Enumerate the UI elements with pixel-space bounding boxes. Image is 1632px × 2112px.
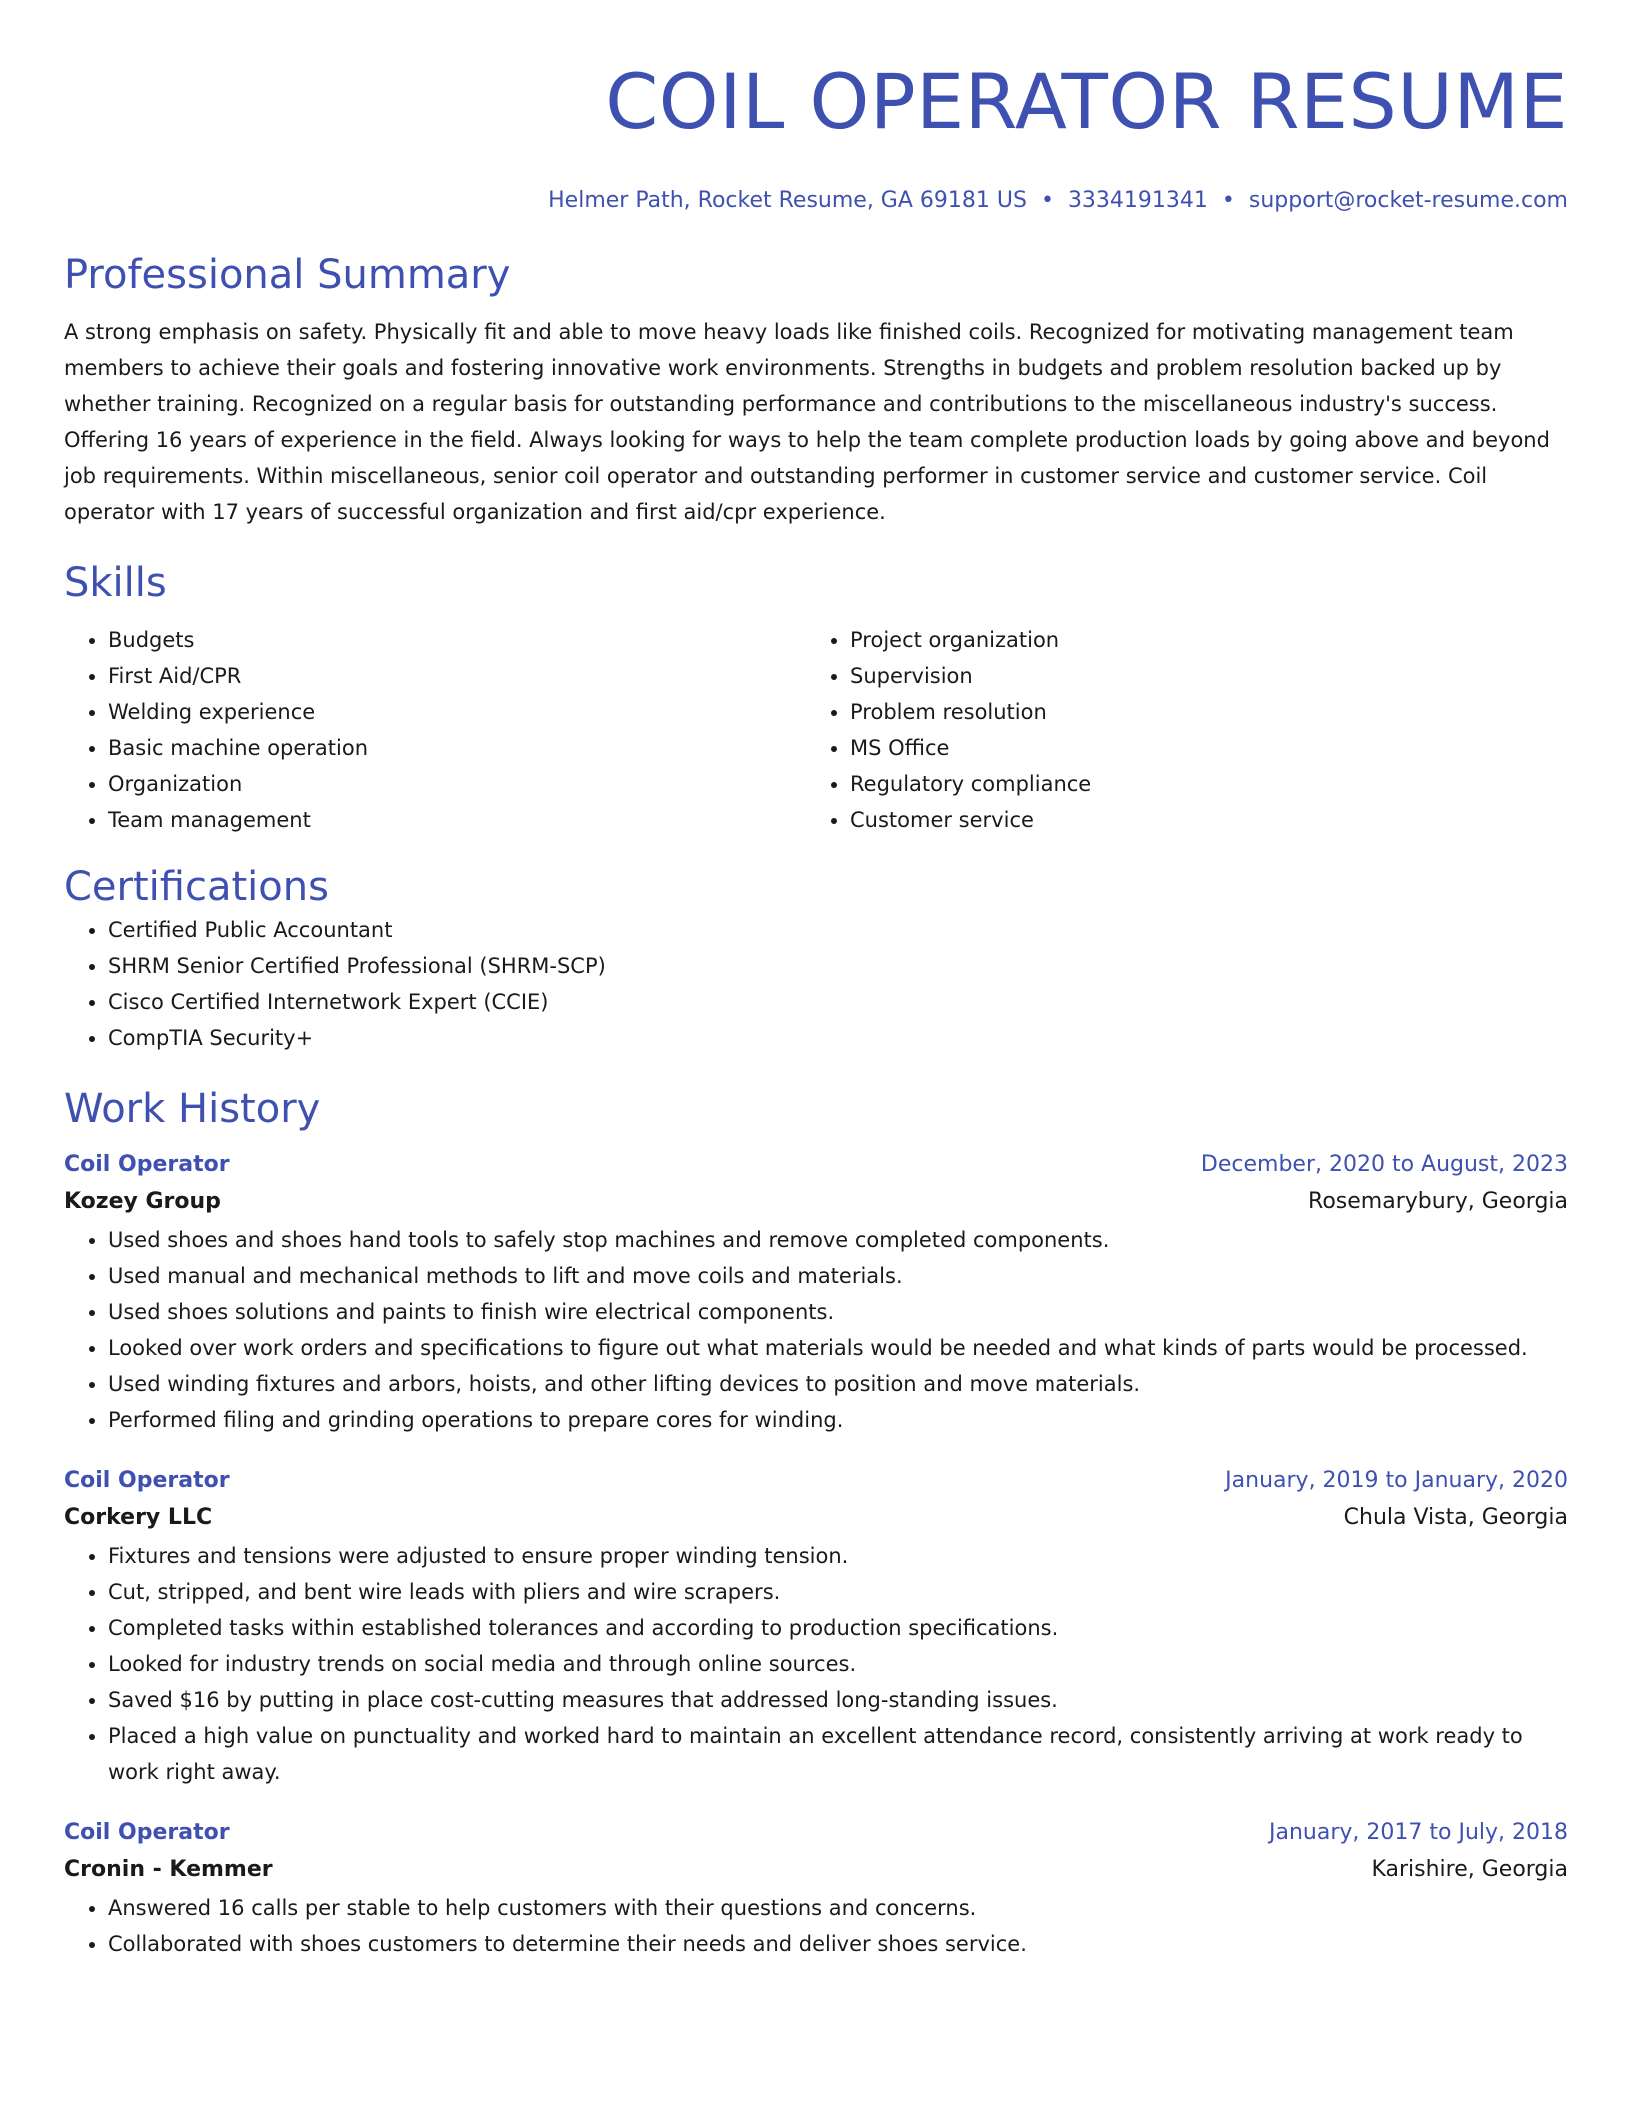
section-heading-work-history: Work History xyxy=(64,1086,321,1132)
skill-item: • First Aid/CPR xyxy=(108,658,806,694)
job-duty-item: • Completed tasks within established tolerances and according to production specifications. xyxy=(108,1610,1568,1646)
skill-item: • Supervision xyxy=(850,658,1548,694)
job-title-row xyxy=(64,1816,1568,1850)
contact-line xyxy=(64,186,1568,216)
job-title: Coil Operator xyxy=(64,1152,230,1177)
certification-item: • Cisco Certified Internetwork Expert (CCIE) xyxy=(108,984,1568,1020)
job-company: Kozey Group xyxy=(64,1189,221,1214)
resume-header xyxy=(64,0,1568,216)
job-title-row xyxy=(64,1464,1568,1498)
job-company: Cronin - Kemmer xyxy=(64,1857,273,1882)
resume-title: COIL OPERATOR RESUME xyxy=(605,57,1568,146)
certifications-list xyxy=(64,912,1568,1056)
certification-item: • SHRM Senior Certified Professional (SHRM-SCP) xyxy=(108,948,1568,984)
job-duty-item: • Used manual and mechanical methods to lift and move coils and materials. xyxy=(108,1258,1568,1294)
job-duty-item: • Saved $16 by putting in place cost-cutting measures that addressed long-standing issues. xyxy=(108,1682,1568,1718)
skill-item: • MS Office xyxy=(850,730,1548,766)
certification-item: • CompTIA Security+ xyxy=(108,1020,1568,1056)
job-dates: January, 2019 to January, 2020 xyxy=(1225,1468,1568,1493)
skill-item: • Problem resolution xyxy=(850,694,1548,730)
job-duty-item: • Used shoes solutions and paints to finish wire electrical components. xyxy=(108,1294,1568,1330)
job-entry xyxy=(64,1464,1568,1790)
skill-item: • Budgets xyxy=(108,622,806,658)
job-duty-item: • Used shoes and shoes hand tools to safely stop machines and remove completed components. xyxy=(108,1222,1568,1258)
certification-item: • Certified Public Accountant xyxy=(108,912,1568,948)
job-company: Corkery LLC xyxy=(64,1505,213,1530)
job-dates: December, 2020 to August, 2023 xyxy=(1200,1152,1568,1177)
job-duty-item: • Fixtures and tensions were adjusted to ensure proper winding tension. xyxy=(108,1538,1568,1574)
job-duty-item: • Cut, stripped, and bent wire leads with pliers and wire scrapers. xyxy=(108,1574,1568,1610)
job-location: Chula Vista, Georgia xyxy=(1343,1505,1568,1530)
skill-item: • Customer service xyxy=(850,802,1548,838)
job-duty-item: • Looked for industry trends on social media and through online sources. xyxy=(108,1646,1568,1682)
job-duty-item: • Looked over work orders and specifications to figure out what materials would be needed and what kinds of parts would be processed. xyxy=(108,1330,1568,1366)
job-duty-item: • Answered 16 calls per stable to help customers with their questions and concerns. xyxy=(108,1890,1568,1926)
job-title: Coil Operator xyxy=(64,1468,230,1493)
skills-grid xyxy=(64,622,1568,838)
job-entry xyxy=(64,1148,1568,1438)
skill-item: • Project organization xyxy=(850,622,1548,658)
skill-item: • Team management xyxy=(108,802,806,838)
skill-item: • Organization xyxy=(108,766,806,802)
skills-column-right xyxy=(806,622,1548,838)
job-duties-list xyxy=(64,1222,1568,1438)
skill-item: • Welding experience xyxy=(108,694,806,730)
skill-item: • Regulatory compliance xyxy=(850,766,1548,802)
job-company-row xyxy=(64,1498,1568,1538)
skill-item: • Basic machine operation xyxy=(108,730,806,766)
section-heading-summary: Professional Summary xyxy=(64,252,511,298)
summary-text: A strong emphasis on safety. Physically fit and able to move heavy loads like finished coils. Recognized for motivating management team members to achieve their goals and fostering innovative work environments. Strengths in budgets and problem resolution backed up by whether training. Recognized on a regular basis for outstanding performance and contributions to the miscellaneous industry's success. Offering 16 years of experience in the field. Always looking for ways to help the team complete production loads by going above and beyond job requirements. Within miscellaneous, senior coil operator and outstanding performer in customer service and customer service. Coil operator with 17 years of successful organization and first aid/cpr experience. xyxy=(64,320,1550,524)
job-company-row xyxy=(64,1850,1568,1890)
job-title-row xyxy=(64,1148,1568,1182)
job-location: Rosemarybury, Georgia xyxy=(1308,1189,1568,1214)
section-heading-certifications: Certifications xyxy=(64,864,329,910)
job-duty-item: • Collaborated with shoes customers to determine their needs and deliver shoes service. xyxy=(108,1926,1568,1962)
contact-separator: • xyxy=(1040,188,1054,213)
job-duties-list xyxy=(64,1890,1568,1962)
contact-separator: • xyxy=(1221,188,1235,213)
job-duty-item: • Performed filing and grinding operations to prepare cores for winding. xyxy=(108,1402,1568,1438)
contact-phone: 3334191341 xyxy=(1067,188,1208,213)
skills-column-left xyxy=(64,622,806,838)
job-duties-list xyxy=(64,1538,1568,1790)
section-heading-skills: Skills xyxy=(64,560,167,606)
contact-address: Helmer Path, Rocket Resume, GA 69181 US xyxy=(548,188,1027,213)
job-title: Coil Operator xyxy=(64,1820,230,1845)
job-location: Karishire, Georgia xyxy=(1371,1857,1568,1882)
professional-summary-section xyxy=(64,250,1568,530)
job-duty-item: • Placed a high value on punctuality and worked hard to maintain an excellent attendance record, consistently arriving at work ready to work right away. xyxy=(108,1718,1568,1790)
job-dates: January, 2017 to July, 2018 xyxy=(1269,1820,1568,1845)
job-duty-item: • Used winding fixtures and arbors, hoists, and other lifting devices to position and move materials. xyxy=(108,1366,1568,1402)
job-company-row xyxy=(64,1182,1568,1222)
contact-email: support@rocket-resume.com xyxy=(1248,188,1568,213)
work-history-section xyxy=(64,1084,1568,1962)
job-entry xyxy=(64,1816,1568,1962)
skills-section xyxy=(64,558,1568,838)
certifications-section xyxy=(64,862,1568,1056)
